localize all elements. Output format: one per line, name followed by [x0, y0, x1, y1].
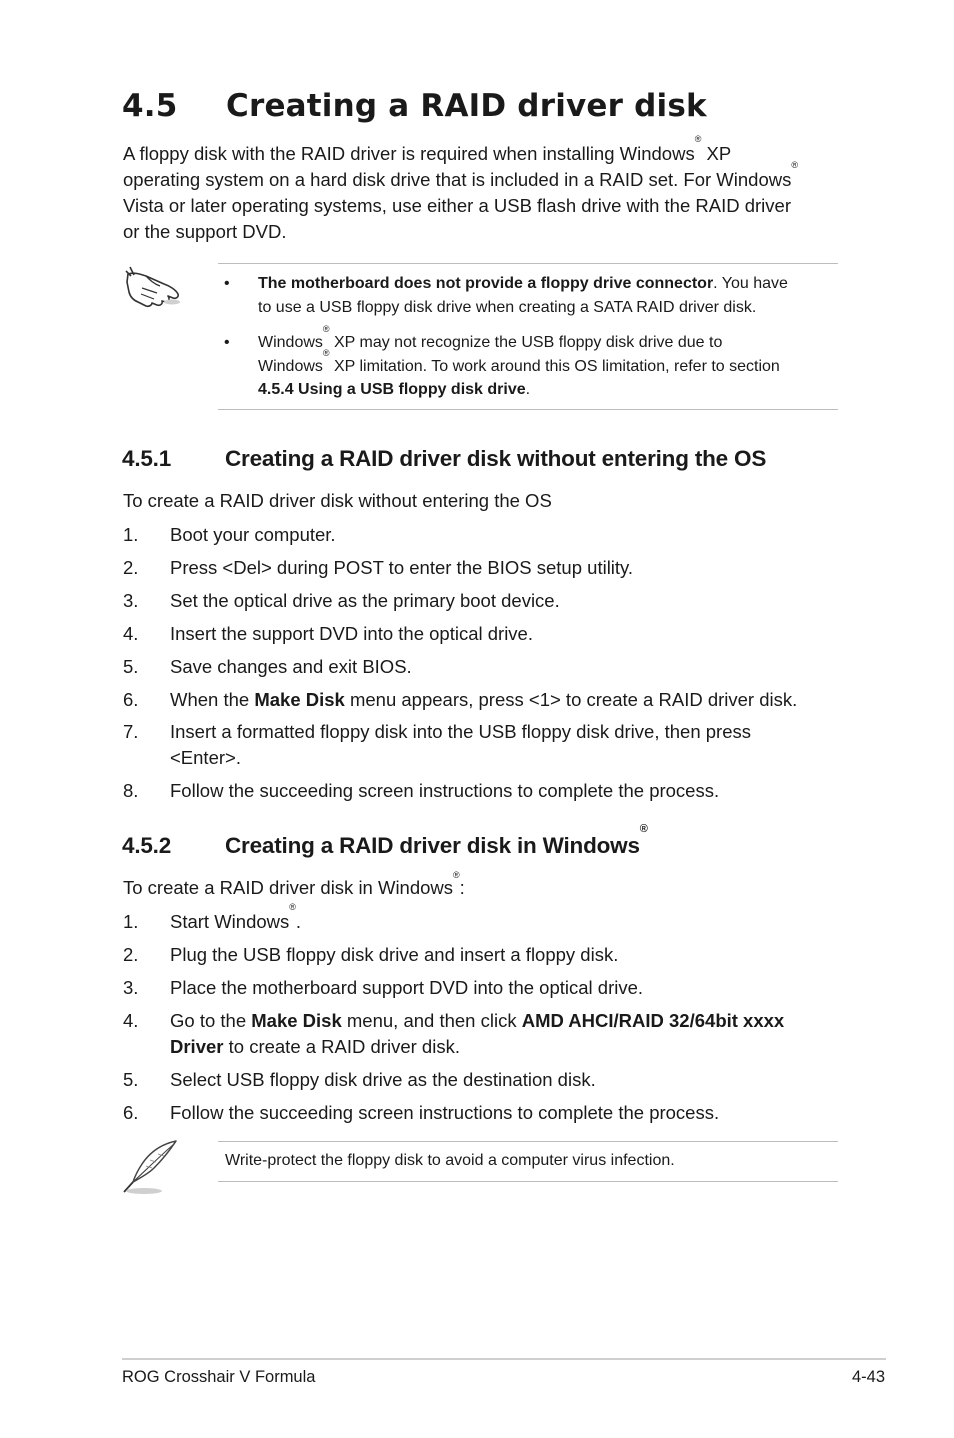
step-item — [123, 1008, 843, 1060]
subsection-title-1 — [122, 446, 766, 472]
note-item-1-text-2: to use a USB floppy disk drive when creating a SATA RAID driver disk. — [258, 298, 757, 316]
subsection-number: 4.5.2 — [122, 833, 172, 858]
step-text — [170, 1008, 850, 1060]
subsection-title-text: Creating a RAID driver disk in Windows — [225, 833, 640, 858]
step-text-b: . — [295, 911, 302, 932]
note-item-2-text: Windows — [258, 334, 323, 351]
step-text: Set the optical drive as the primary boot device. — [170, 590, 560, 611]
step-text: Select USB floppy disk drive as the destination disk. — [170, 1069, 596, 1090]
instruction-lead — [123, 870, 465, 899]
step-number: 1. — [123, 911, 139, 932]
step-text — [170, 687, 850, 713]
step-number: 8. — [123, 780, 139, 801]
step-text-a: Start Windows — [170, 911, 290, 932]
quill-pen-icon — [120, 1138, 182, 1196]
step-text — [170, 902, 850, 935]
instruction-lead: To create a RAID driver disk without entering the OS — [123, 490, 552, 511]
footer-product-name: ROG Crosshair V Formula — [122, 1368, 316, 1386]
step-text-line-2: <Enter>. — [170, 747, 241, 768]
section-reference: 4.5.4 Using a USB floppy disk drive — [258, 381, 526, 398]
registered-mark: ® — [694, 134, 702, 144]
step-text: Press <Del> during POST to enter the BIOS setup utility. — [170, 557, 634, 578]
step-item — [123, 719, 843, 771]
step-number: 7. — [123, 721, 139, 742]
step-number: 4. — [123, 1010, 139, 1031]
driver-name: AMD AHCI/RAID 32/64bit xxxx — [521, 1010, 785, 1031]
note-item-2-end: . — [525, 381, 531, 398]
lead-colon: : — [459, 877, 465, 898]
step-number: 4. — [123, 623, 139, 644]
intro-line-4: or the support DVD. — [123, 221, 287, 242]
registered-mark: ® — [639, 823, 648, 835]
subsection-number: 4.5.1 — [122, 446, 172, 471]
registered-mark: ® — [289, 902, 296, 912]
note-item-2-text-c: Windows — [258, 357, 323, 375]
step-text: Follow the succeeding screen instructions to complete the process. — [170, 780, 720, 801]
driver-name-end: Driver — [170, 1036, 224, 1057]
section-title — [122, 88, 707, 124]
step-number: 6. — [123, 689, 139, 710]
intro-line-1: A floppy disk with the RAID driver is required when installing Windows — [123, 143, 695, 164]
step-text-line-1: Insert a formatted floppy disk into the USB floppy disk drive, then press — [170, 721, 751, 742]
step-number: 3. — [123, 977, 139, 998]
section-title-text: Creating a RAID driver disk — [226, 88, 707, 124]
step-number: 5. — [123, 656, 139, 677]
step-text-a: Go to the — [170, 1010, 252, 1031]
step-number: 6. — [123, 1102, 139, 1123]
intro-line-2: operating system on a hard disk drive that is included in a RAID set. For Windows — [123, 169, 792, 190]
registered-mark: ® — [322, 347, 330, 358]
section-number: 4.5 — [122, 88, 178, 124]
step-number: 1. — [123, 524, 139, 545]
note-item-2-text-d: XP limitation. To work around this OS limitation, refer to section — [329, 357, 780, 375]
footer-divider — [122, 1358, 886, 1360]
step-number: 3. — [123, 590, 139, 611]
intro-line-1-end: XP — [701, 143, 732, 164]
step-text: Plug the USB floppy disk drive and insert a floppy disk. — [170, 944, 619, 965]
note-item-2-text-b: XP may not recognize the USB floppy disk drive due to — [329, 334, 723, 351]
tip-text: Write-protect the floppy disk to avoid a computer virus infection. — [225, 1152, 675, 1169]
step-text: Save changes and exit BIOS. — [170, 656, 412, 677]
step-text: Place the motherboard support DVD into the optical drive. — [170, 977, 644, 998]
page-number: 4-43 — [851, 1368, 885, 1386]
menu-name: Make Disk — [251, 1010, 342, 1031]
step-number: 5. — [123, 1069, 139, 1090]
note-item-1-text: . You have — [713, 275, 788, 292]
step-text: Follow the succeeding screen instructions to complete the process. — [170, 1102, 720, 1123]
menu-name: Make Disk — [254, 689, 345, 710]
intro-paragraph — [123, 134, 843, 245]
lead-text: To create a RAID driver disk in Windows — [123, 877, 454, 898]
registered-mark: ® — [791, 160, 798, 170]
step-number: 2. — [123, 944, 139, 965]
subsection-title-text: Creating a RAID driver disk without entering the OS — [225, 446, 767, 471]
step-text: Insert the support DVD into the optical drive. — [170, 623, 533, 644]
registered-mark: ® — [322, 324, 330, 334]
tip-box — [218, 1141, 838, 1182]
step-text — [170, 719, 850, 771]
pointing-hand-icon — [124, 262, 182, 308]
step-text-a: When the — [170, 689, 255, 710]
registered-mark: ® — [453, 870, 460, 880]
step-text-f: to create a RAID driver disk. — [223, 1036, 460, 1057]
subsection-title-2 — [122, 823, 648, 859]
step-text: Boot your computer. — [170, 524, 336, 545]
step-text-c: menu appears, press <1> to create a RAID driver disk. — [344, 689, 798, 710]
bullet: • — [224, 275, 230, 292]
note-item-1-bold: The motherboard does not provide a floppy drive connector — [258, 275, 714, 292]
step-text-c: menu, and then click — [341, 1010, 522, 1031]
bullet: • — [224, 334, 230, 351]
note-box — [218, 263, 838, 410]
intro-line-3: Vista or later operating systems, use either a USB flash drive with the RAID driver — [123, 195, 791, 216]
step-number: 2. — [123, 557, 139, 578]
